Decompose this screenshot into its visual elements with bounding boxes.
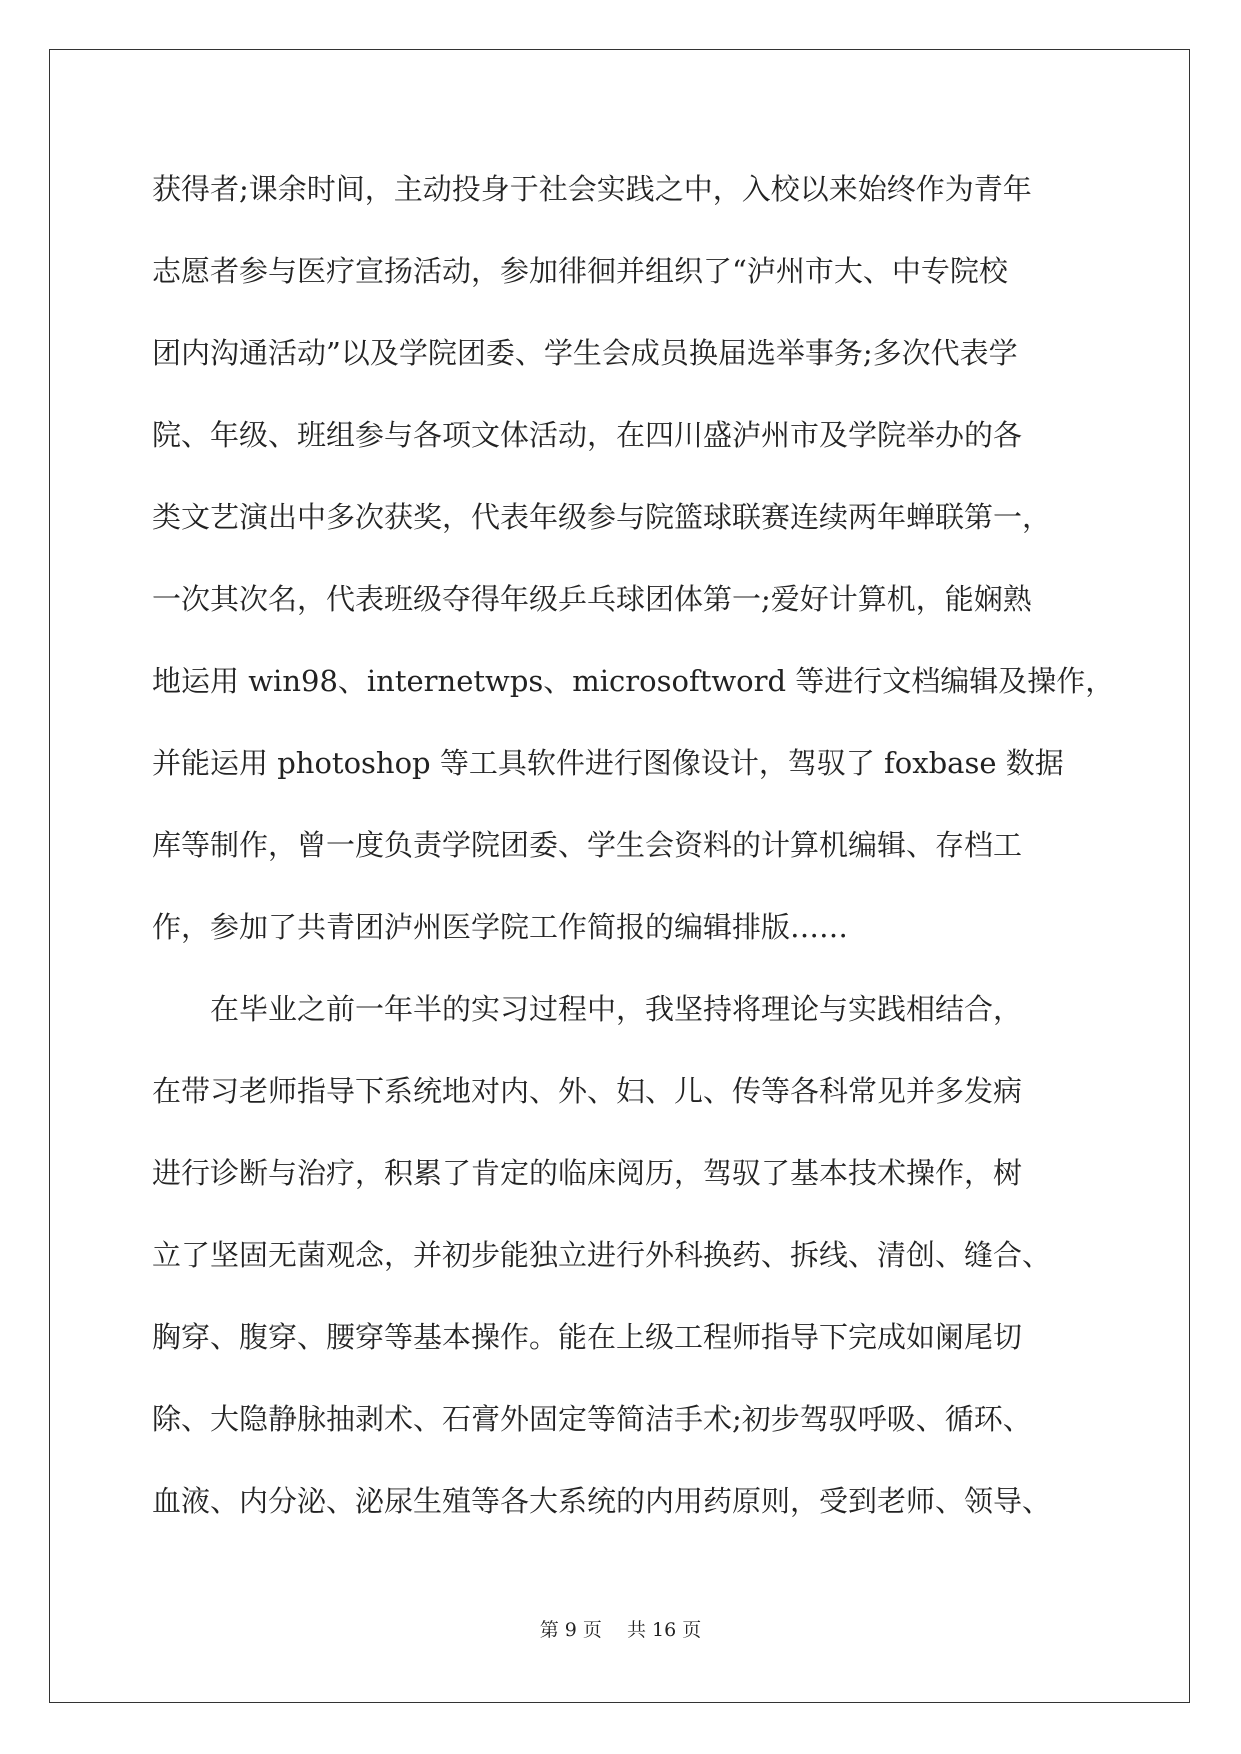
page-number-label: 第 9 页 共 16 页 bbox=[539, 1619, 702, 1641]
document-body bbox=[152, 148, 1115, 1542]
text-line: 团内沟通活动”以及学院团委、学生会成员换届选举事务;多次代表学 bbox=[152, 336, 1018, 370]
text-line: 获得者;课余时间，主动投身于社会实践之中，入校以来始终作为青年 bbox=[152, 172, 1032, 206]
text-line: 类文艺演出中多次获奖，代表年级参与院篮球联赛连续两年蝉联第一， bbox=[152, 500, 1052, 534]
text-line: 地运用 win98、internetwps、microsoftword 等进行文档编辑及操作， bbox=[152, 664, 1115, 698]
text-line: 在毕业之前一年半的实习过程中，我坚持将理论与实践相结合， bbox=[152, 992, 1023, 1026]
text-line: 院、年级、班组参与各项文体活动，在四川盛泸州市及学院举办的各 bbox=[152, 418, 1023, 452]
text-line: 进行诊断与治疗，积累了肯定的临床阅历，驾驭了基本技术操作，树 bbox=[152, 1156, 1023, 1190]
text-line: 志愿者参与医疗宣扬活动，参加徘徊并组织了“泸州市大、中专院校 bbox=[152, 254, 1008, 288]
text-line: 立了坚固无菌观念，并初步能独立进行外科换药、拆线、清创、缝合、 bbox=[152, 1238, 1052, 1272]
text-line: 在带习老师指导下系统地对内、外、妇、儿、传等各科常见并多发病 bbox=[152, 1074, 1023, 1108]
text-line: 库等制作，曾一度负责学院团委、学生会资料的计算机编辑、存档工 bbox=[152, 828, 1023, 862]
page-footer bbox=[0, 1617, 1241, 1643]
text-line: 胸穿、腹穿、腰穿等基本操作。能在上级工程师指导下完成如阑尾切 bbox=[152, 1320, 1023, 1354]
text-line: 除、大隐静脉抽剥术、石膏外固定等简洁手术;初步驾驭呼吸、循环、 bbox=[152, 1402, 1032, 1436]
text-line: 血液、内分泌、泌尿生殖等各大系统的内用药原则，受到老师、领导、 bbox=[152, 1484, 1052, 1518]
text-line: 一次其次名，代表班级夺得年级乒乓球团体第一;爱好计算机，能娴熟 bbox=[152, 582, 1032, 616]
text-line: 作，参加了共青团泸州医学院工作简报的编辑排版…… bbox=[152, 910, 849, 944]
text-line: 并能运用 photoshop 等工具软件进行图像设计，驾驭了 foxbase 数据 bbox=[152, 746, 1064, 780]
